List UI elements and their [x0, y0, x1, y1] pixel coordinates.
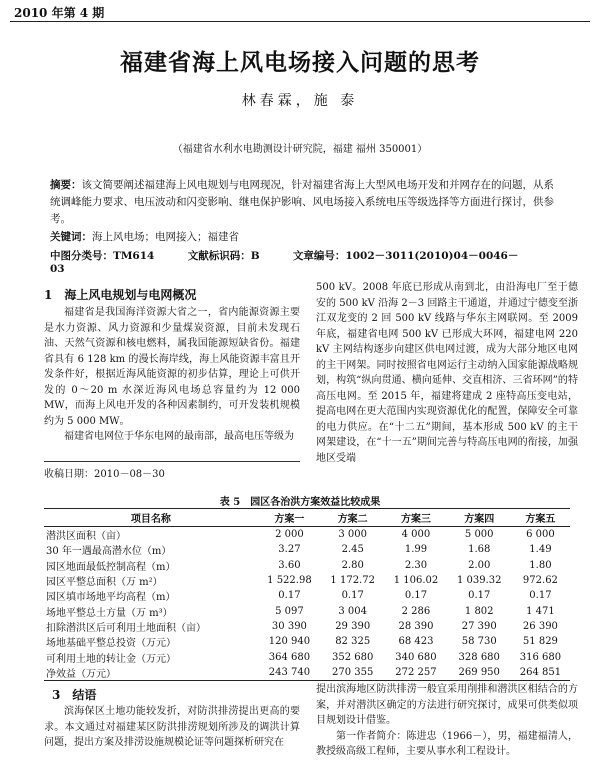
abstract-text: 该文简要阐述福建海上风电规划与电网现况，针对福建省海上大型风电场开发和并网存在的问题，从系统调峰能力要求、电压波动和闪变影响、继电保护影响、风电场接入系统电压等级选择等方面进行探讨，供参考。	[50, 179, 554, 225]
table-cell: 1 039.32	[456, 575, 502, 587]
table-header-cell: 项目名称	[44, 509, 258, 527]
table-cell: 3.27	[278, 544, 301, 556]
author-affiliation: （福建省水利水电勘测设计研究院，福建 福州 350001）	[172, 144, 428, 155]
table-cell: 6 000	[526, 529, 555, 541]
author-bio: 第一作者简介：陈进忠（1966－），男，福建福清人，教授级高级工程师，主要从事水利工程设计。	[316, 730, 578, 757]
section-1-heading: 1 海上风电规划与电网概况	[44, 288, 197, 302]
table-cell: 120 940	[268, 636, 311, 648]
table-cell: 2 000	[275, 529, 304, 541]
conclusion-continuation: 提出滨海地区防洪排涝一般宜采用削排和潜洪区相结合的方案，并对潜洪区确定的方法进行研究探讨，成果可供类似项目规划设计借鉴。	[316, 684, 578, 726]
table-cell: 2.45	[341, 544, 364, 556]
table-header-cell: 方案二	[321, 509, 384, 527]
table-cell: 243 740	[258, 665, 321, 681]
section-1-paragraph-2: 福建省电网位于华东电网的最南部，最高电压等级为	[64, 431, 294, 442]
table-cell: 1 172.72	[330, 575, 375, 587]
table-cell: 28 390	[398, 620, 434, 632]
table-cell: 1.99	[404, 544, 428, 556]
scheme-comparison-table	[44, 508, 570, 681]
received-date: 收稿日期：2010－08－30	[44, 469, 165, 480]
table-cell: 26 390	[522, 620, 558, 632]
table-cell: 270 355	[321, 665, 384, 681]
table-cell: 1.68	[468, 544, 491, 556]
keywords-label: 关键词：	[50, 231, 92, 243]
table-row-label: 园区平整总面积（万 m²）	[46, 577, 163, 589]
table-cell: 3 000	[338, 529, 368, 541]
header-rule	[10, 21, 590, 22]
table-row-label: 30 年一遇最高潜水位（m）	[46, 546, 172, 558]
section-1-paragraph-1: 福建省是我国海洋资源大省之一，省内能源资源主要是水力资源、风力资源和少量煤炭资源，目前未发现石油、天然气资源和核电燃料，属我国能源短缺省份。福建省具有 6 128 km 的漫长海岸线，海上风能资源丰富且开发条件好，根据近海风能资源的初步估算，理论上可供开发的 0～20 m 水深近海风电场总容量约为 12 000 MW，而海上风电开发的各种因素制约，可开发装机规模约为 5 000 MW。	[44, 307, 300, 427]
table-cell: 0.17	[341, 590, 364, 602]
classification-line	[50, 248, 560, 275]
table-row	[44, 588, 570, 603]
table-cell: 3 004	[338, 605, 368, 617]
table-cell: 2.30	[404, 559, 428, 571]
table-row	[44, 665, 570, 681]
journal-issue-header: 2010 年第 4 期	[14, 6, 105, 20]
table-cell: 27 390	[461, 620, 497, 632]
table-cell: 0.17	[529, 590, 552, 602]
table-cell: 82 325	[335, 636, 371, 648]
table-cell: 0.17	[404, 590, 428, 602]
table-cell: 1 106.02	[393, 575, 439, 587]
article-number-label: 文章编号：	[292, 250, 346, 262]
table-row-label: 场地基础平整总投资（万元）	[46, 638, 176, 650]
table-row	[44, 542, 570, 557]
table-cell: 2.00	[468, 559, 491, 571]
table-cell: 58 730	[461, 636, 497, 648]
section-3-heading: 3 结语	[52, 688, 97, 702]
clc-label: 中图分类号：	[50, 250, 113, 262]
table-cell: 1.80	[529, 559, 552, 571]
clc-value: TM614	[113, 250, 155, 262]
paper-title: 福建省海上风电场接入问题的思考	[120, 49, 480, 76]
abstract	[50, 177, 554, 228]
table-cell: 352 680	[332, 651, 374, 663]
table-cell: 328 680	[458, 651, 500, 663]
table-header-cell: 方案一	[258, 509, 321, 527]
table-cell: 264 851	[511, 665, 570, 681]
table-cell: 1 802	[464, 605, 494, 617]
section-1-body	[44, 305, 300, 445]
table-cell: 364 680	[268, 651, 311, 663]
table-cell: 2 286	[401, 605, 431, 617]
table-row	[44, 558, 570, 573]
table-row	[44, 619, 570, 634]
table-cell: 5 097	[275, 605, 304, 617]
table-cell: 3.60	[278, 559, 301, 571]
table-cell: 2.80	[341, 559, 364, 571]
table-cell: 269 950	[448, 665, 511, 681]
footnote-rule	[44, 461, 300, 462]
section-3-paragraph: 滨海保区土地功能较发折，对防洪排涝提出更高的要求。本文通过对福建某区防洪排涝规划所涉及的调洪计算问题，提出方案及排涝设施规模论证等问题探析研究在	[44, 706, 300, 748]
right-column-text: 500 kV。2008 年底已形成从南到北，由沿海电厂至于德安的 500 kV 沿海 2－3 回路主干通道，并通过宁德变至浙江双龙变的 2 回 500 kV 线路与华东主网联网。至 2009 年底，福建省电网 500 kV 已形成大环网，福建电网 220 kV 主网结构逐步向建区供电网过渡，成为大部分地区电网的主干网架。同时按照省电网运行主动纳入国家能源战略规划，构筑“纵向贯通、横向延伸、交直相济、三省环网”的特高压电网。至 2015 年，福建将建成 2 座特高压变电站，提高电网在更大范围内实现资源优化的配置，保障安全可靠的电力供应。在“十二五”期间，基本形成 500 kV 的主干网架建设，在“十一五”期间完善与特高压电网的衔接，加强地区受端	[316, 282, 578, 464]
table-cell: 272 257	[384, 665, 447, 681]
table-row	[44, 649, 570, 664]
table-cell: 316 680	[519, 651, 562, 663]
keywords-text: 海上风电场；电网接入；福建省	[92, 231, 239, 243]
table-cell: 1 471	[526, 605, 555, 617]
table-row-label: 园区填市场地平均高程（m）	[46, 592, 176, 604]
table-header-cell: 方案五	[511, 509, 570, 527]
table-row	[44, 573, 570, 588]
keywords	[50, 229, 239, 244]
article-number-value: 1002－3011(2010)04－0046－03	[50, 250, 519, 275]
table-row-label: 潜洪区面积（亩）	[46, 531, 126, 543]
table-cell: 30 390	[271, 620, 307, 632]
table-cell: 51 829	[522, 636, 558, 648]
doc-code-label: 文献标识码：	[187, 250, 251, 262]
table-row-label: 可利用土地的转让金（万元）	[46, 653, 176, 665]
table-row-label: 园区地面最低控制高程（m）	[46, 561, 176, 573]
table-row	[44, 603, 570, 618]
table-cell: 0.17	[468, 590, 491, 602]
table-cell: 68 423	[398, 636, 434, 648]
table-header-cell: 方案三	[384, 509, 447, 527]
table-header-row	[44, 509, 570, 527]
table-cell: 29 390	[335, 620, 371, 632]
table-cell: 1.49	[529, 544, 552, 556]
table-cell: 4 000	[401, 529, 431, 541]
abstract-label: 摘要：	[50, 179, 82, 191]
table-cell: 1 522.98	[267, 575, 312, 587]
doc-code-value: B	[250, 250, 260, 262]
paper-authors: 林春霖，施 泰	[241, 93, 359, 109]
table-row-label: 扣除潜洪区后可利用土地面积（亩）	[46, 622, 206, 634]
table-header-cell: 方案四	[448, 509, 511, 527]
table-cell: 972.62	[522, 575, 558, 587]
section-3-body	[44, 704, 300, 751]
table-row	[44, 527, 570, 543]
table-row-label: 场地平整总土方量（万 m³）	[46, 607, 173, 619]
table-cell: 340 680	[395, 651, 437, 663]
table-cell: 5 000	[464, 529, 494, 541]
table-caption: 表 5 园区各治洪方案效益比较成果	[219, 497, 381, 508]
table-row	[44, 634, 570, 649]
table-row-label: 净效益（万元）	[44, 665, 258, 681]
table-cell: 0.17	[278, 590, 301, 602]
